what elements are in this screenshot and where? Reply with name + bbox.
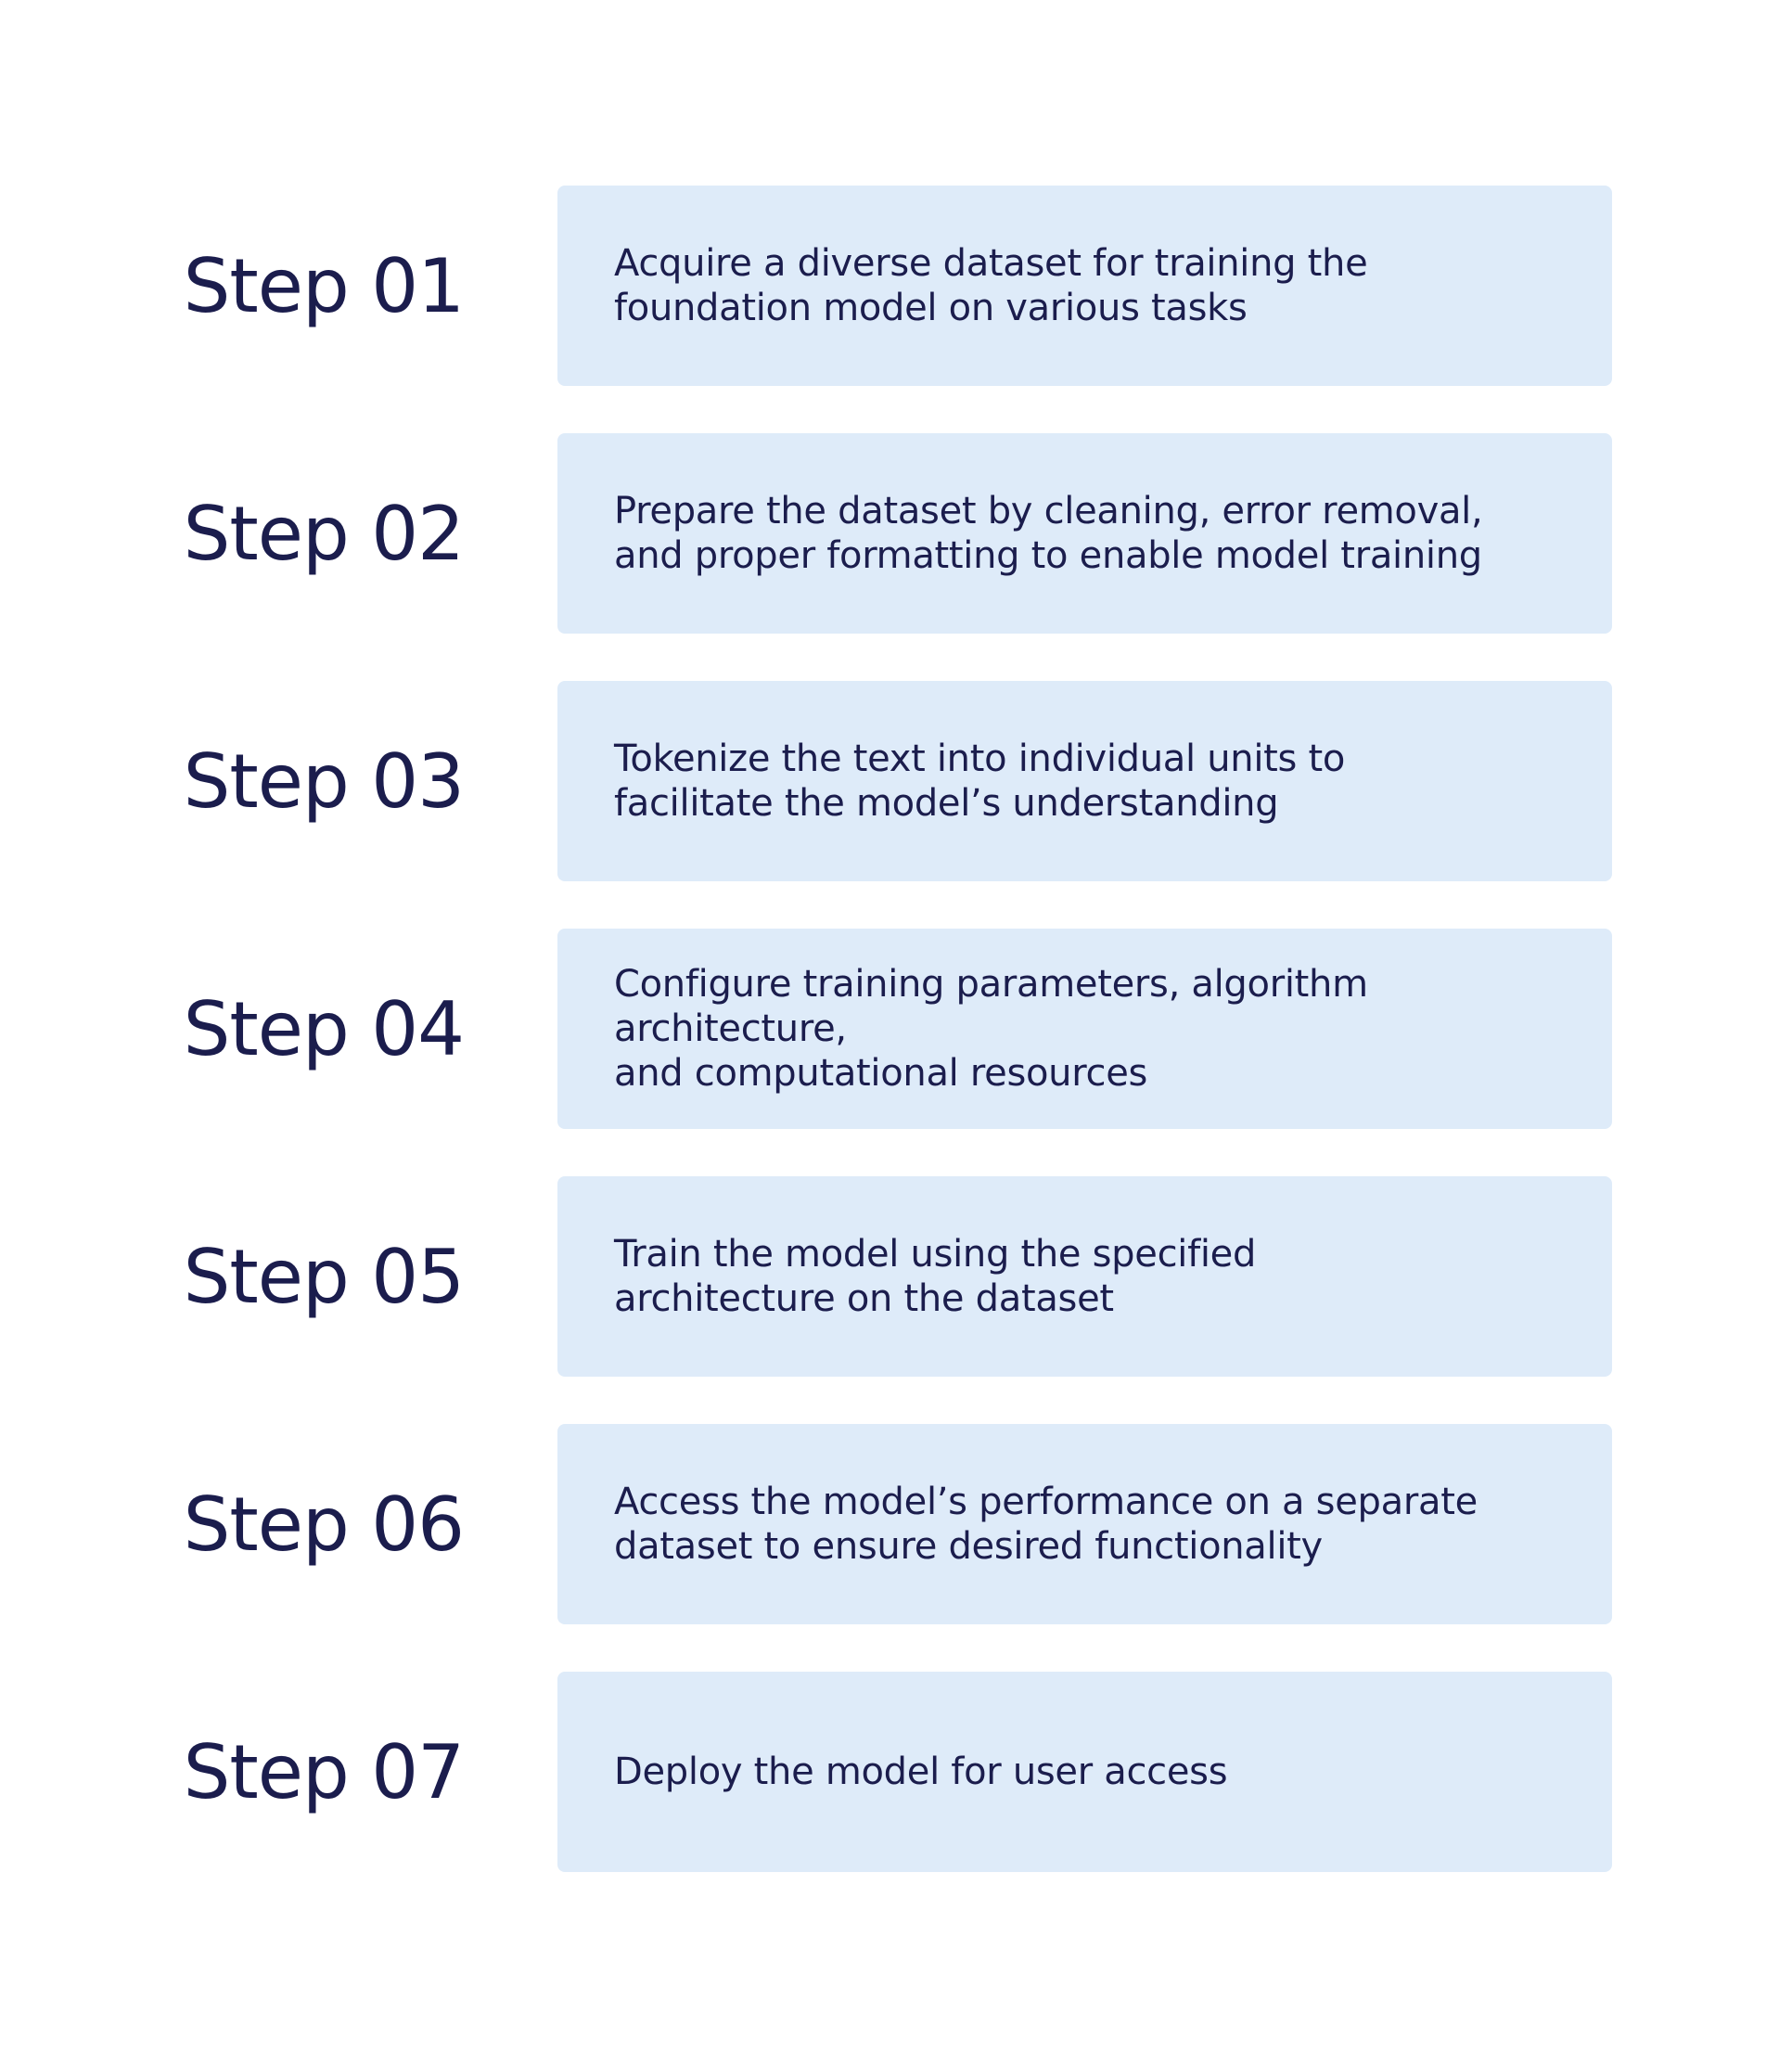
step-box-04 <box>557 929 1612 1129</box>
step-box-03 <box>557 681 1612 881</box>
step-row-06 <box>0 1424 1792 1624</box>
step-box-06 <box>557 1424 1612 1624</box>
step-box-07 <box>557 1672 1612 1872</box>
step-row-07 <box>0 1672 1792 1872</box>
step-row-02 <box>0 433 1792 634</box>
step-box-02 <box>557 433 1612 634</box>
step-text-05: Train the model using the specified architecture on the dataset <box>614 1233 1257 1320</box>
step-row-05 <box>0 1176 1792 1377</box>
step-row-04 <box>0 929 1792 1129</box>
step-row-01 <box>0 186 1792 386</box>
step-box-01 <box>557 186 1612 386</box>
step-row-03 <box>0 681 1792 881</box>
step-box-05 <box>557 1176 1612 1377</box>
step-text-02: Prepare the dataset by cleaning, error removal, and proper formatting to enable model training <box>614 490 1483 577</box>
step-label-02: Step 02 <box>183 490 464 577</box>
step-text-06: Access the model’s performance on a separate dataset to ensure desired functionality <box>614 1481 1478 1568</box>
steps-list <box>0 186 1792 1919</box>
step-label-04: Step 04 <box>183 985 464 1072</box>
step-label-07: Step 07 <box>183 1728 464 1815</box>
step-text-07: Deploy the model for user access <box>614 1751 1228 1793</box>
step-label-05: Step 05 <box>183 1233 464 1320</box>
step-text-03: Tokenize the text into individual units to facilitate the model’s understanding <box>614 737 1346 825</box>
step-label-03: Step 03 <box>183 737 464 825</box>
step-label-01: Step 01 <box>183 242 464 329</box>
step-text-04: Configure training parameters, algorithm architecture, and computational resources <box>614 963 1368 1095</box>
step-label-06: Step 06 <box>183 1481 464 1568</box>
step-text-01: Acquire a diverse dataset for training the foundation model on various tasks <box>614 242 1368 329</box>
